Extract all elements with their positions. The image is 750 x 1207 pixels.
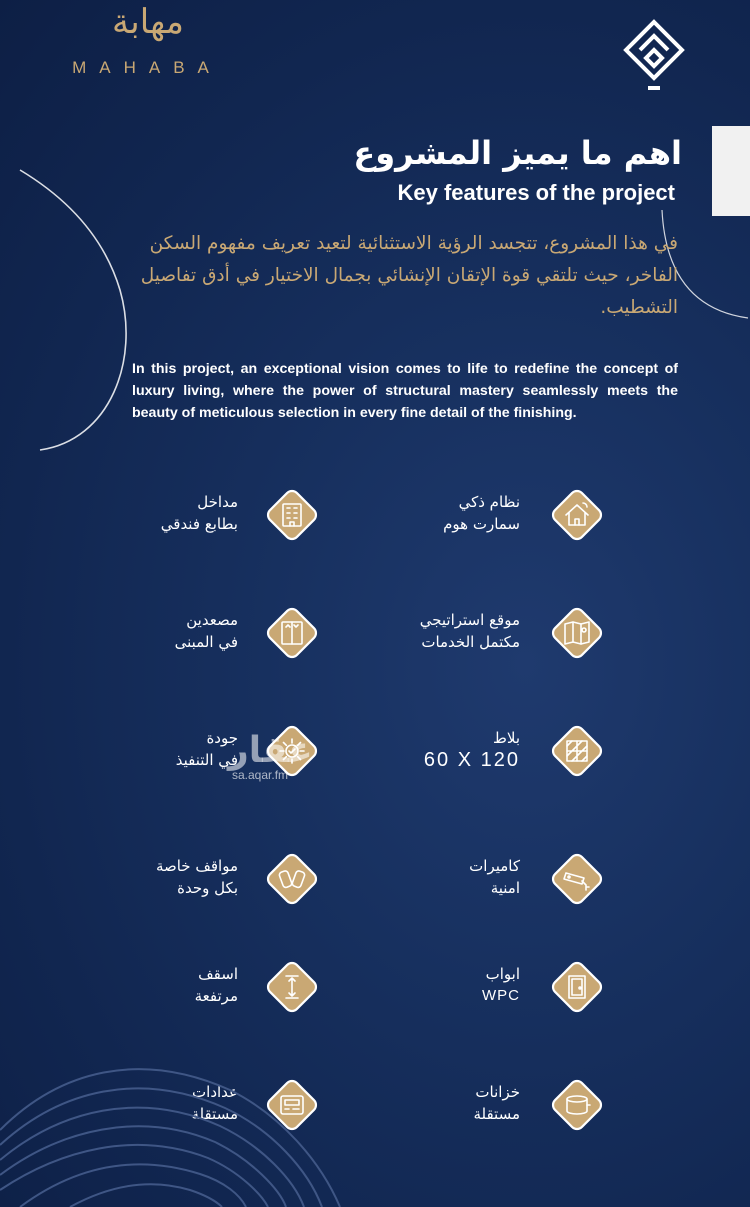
elevator-icon bbox=[263, 604, 321, 662]
feature-title: بلاط bbox=[493, 729, 520, 747]
feature-subtitle: مستقلة bbox=[191, 1105, 238, 1123]
feature-title: جودة bbox=[206, 729, 238, 747]
feature-title: كاميرات bbox=[469, 857, 520, 875]
watermark-logo: عقار bbox=[228, 730, 313, 771]
feature-label-9 bbox=[68, 963, 238, 1007]
feature-label-1 bbox=[68, 491, 238, 535]
feature-subtitle: بطابع فندقي bbox=[160, 515, 238, 533]
feature-title: مواقف خاصة bbox=[155, 857, 238, 875]
feature-subtitle: بكل وحدة bbox=[177, 879, 238, 897]
feature-title: عدادات bbox=[192, 1083, 238, 1101]
parking-cars-icon bbox=[263, 850, 321, 908]
feature-label-5 bbox=[68, 727, 238, 771]
feature-label-10 bbox=[350, 963, 520, 1007]
developer-logo-icon bbox=[618, 14, 690, 98]
feature-title: مصعدين bbox=[186, 611, 238, 629]
ceiling-height-icon bbox=[263, 958, 321, 1016]
feature-title: خزانات bbox=[475, 1083, 520, 1101]
decorative-waves bbox=[0, 1030, 360, 1207]
feature-label-2 bbox=[350, 491, 520, 535]
feature-label-7 bbox=[68, 855, 238, 899]
feature-label-3 bbox=[68, 609, 238, 653]
map-location-icon bbox=[548, 604, 606, 662]
feature-subtitle: WPC bbox=[482, 987, 520, 1004]
feature-subtitle: في التنفيذ bbox=[175, 751, 238, 769]
feature-subtitle: سمارت هوم bbox=[443, 515, 520, 533]
side-accent-bar bbox=[712, 126, 750, 216]
description-english: In this project, an exceptional vision comes to life to redefine the concept of luxury living, where the power of structural mastery seamlessly meets the beauty of meticulous selection in every fine detail of the finishing. bbox=[132, 361, 678, 421]
tiles-icon bbox=[548, 722, 606, 780]
feature-subtitle: 60 X 120 bbox=[423, 749, 520, 771]
section-title-arabic: اهم ما يميز المشروع bbox=[353, 134, 682, 172]
door-icon bbox=[548, 958, 606, 1016]
feature-label-8 bbox=[350, 855, 520, 899]
feature-title: موقع استراتيجي bbox=[419, 611, 520, 629]
brand-logo-arabic: مهابة bbox=[112, 2, 184, 42]
brand-logo-english: MAHABA bbox=[72, 58, 222, 77]
description-arabic: في هذا المشروع، تتجسد الرؤية الاستثنائية لتعيد تعريف مفهوم السكن الفاخر، حيث تلتقي قوة الإتقان الإنشائي بجمال الاختيار في أدق تفاصيل التشطيب. bbox=[140, 233, 678, 318]
feature-subtitle: امنية bbox=[490, 879, 520, 897]
feature-title: مداخل bbox=[197, 493, 238, 511]
feature-subtitle: في المبنى bbox=[174, 633, 238, 651]
smart-home-icon bbox=[548, 486, 606, 544]
security-camera-icon bbox=[548, 850, 606, 908]
hotel-building-icon bbox=[263, 486, 321, 544]
feature-subtitle: مستقلة bbox=[473, 1105, 520, 1123]
feature-title: ابواب bbox=[485, 965, 520, 983]
feature-label-4 bbox=[350, 609, 520, 653]
feature-label-12 bbox=[350, 1081, 520, 1125]
water-tank-icon bbox=[548, 1076, 606, 1134]
section-title-english: Key features of the project bbox=[397, 180, 675, 205]
feature-label-6 bbox=[350, 727, 520, 771]
feature-title: اسقف bbox=[198, 965, 238, 983]
feature-title: نظام ذكي bbox=[458, 493, 520, 511]
watermark-url: sa.aqar.fm bbox=[232, 768, 289, 782]
feature-subtitle: مرتفعة bbox=[194, 987, 238, 1005]
feature-subtitle: مكتمل الخدمات bbox=[421, 633, 520, 651]
